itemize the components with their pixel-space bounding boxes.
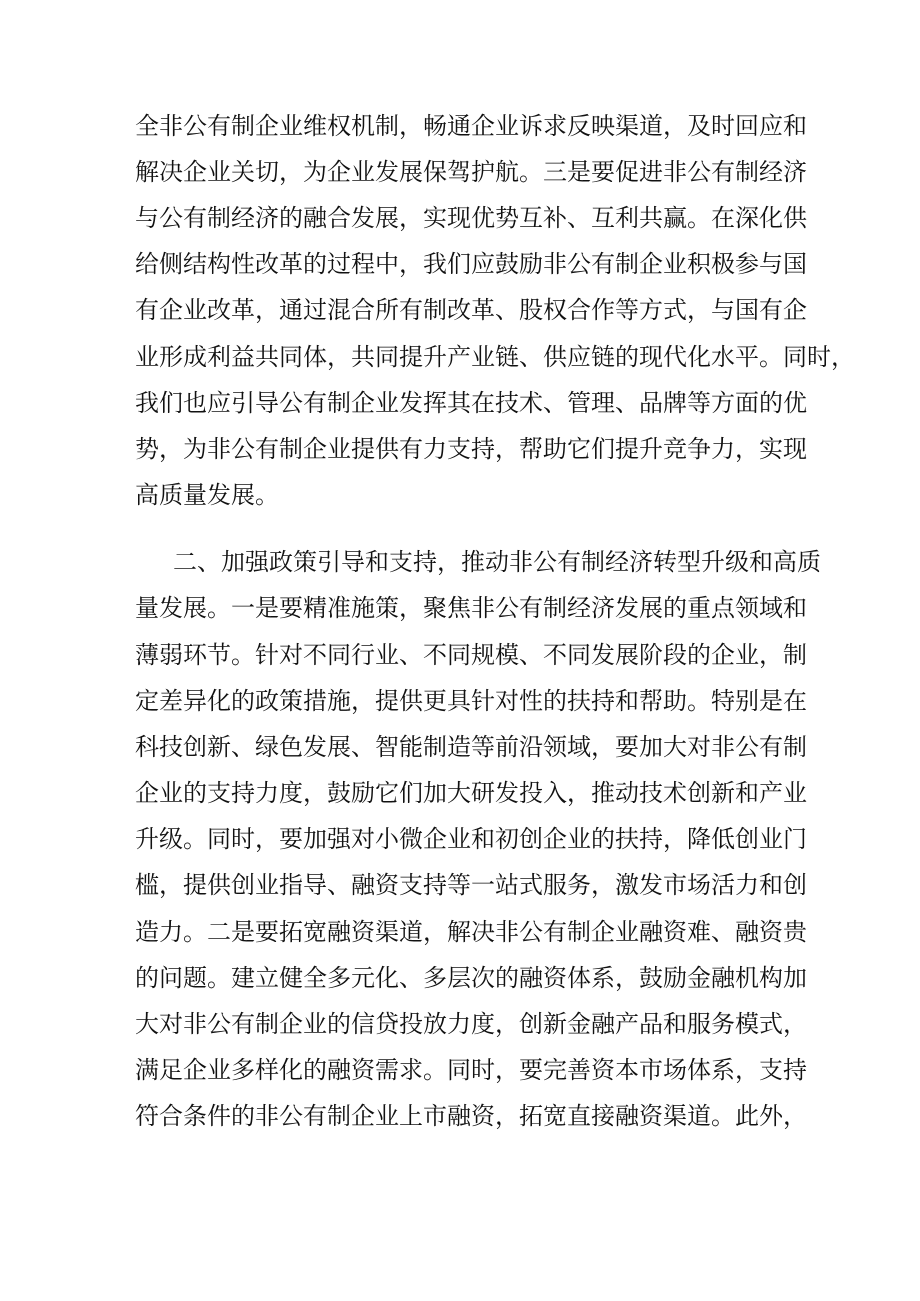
text-line: 全非公有制企业维权机制，畅通企业诉求反映渠道，及时回应和 [135, 112, 807, 140]
text-line: 解决企业关切，为企业发展保驾护航。三是要促进非公有制经济 [135, 158, 807, 186]
text-line: 企业的支持力度，鼓励它们加大研发投入，推动技术创新和产业 [135, 779, 807, 807]
text-line: 业形成利益共同体，共同提升产业链、供应链的现代化水平。同时， [135, 343, 855, 371]
text-line: 势，为非公有制企业提供有力支持，帮助它们提升竞争力，实现 [135, 435, 807, 463]
text-line: 科技创新、绿色发展、智能制造等前沿领域，要加大对非公有制 [135, 733, 807, 761]
text-line: 与公有制经济的融合发展，实现优势互补、互利共赢。在深化供 [135, 204, 807, 232]
text-line: 薄弱环节。针对不同行业、不同规模、不同发展阶段的企业，制 [135, 641, 807, 669]
text-line: 给侧结构性改革的过程中，我们应鼓励非公有制企业积极参与国 [135, 250, 807, 278]
text-line: 的问题。建立健全多元化、多层次的融资体系，鼓励金融机构加 [135, 964, 807, 992]
text-line: 符合条件的非公有制企业上市融资，拓宽直接融资渠道。此外， [135, 1102, 807, 1130]
text-line: 满足企业多样化的融资需求。同时，要完善资本市场体系，支持 [135, 1056, 807, 1084]
text-line: 我们也应引导公有制企业发挥其在技术、管理、品牌等方面的优 [135, 389, 807, 417]
text-line: 二、加强政策引导和支持，推动非公有制经济转型升级和高质 [173, 548, 821, 576]
text-line: 大对非公有制企业的信贷投放力度，创新金融产品和服务模式， [135, 1010, 807, 1038]
text-line: 造力。二是要拓宽融资渠道，解决非公有制企业融资难、融资贵 [135, 918, 807, 946]
text-line: 高质量发展。 [135, 481, 279, 509]
text-line: 量发展。一是要精准施策，聚焦非公有制经济发展的重点领域和 [135, 594, 807, 622]
text-line: 定差异化的政策措施，提供更具针对性的扶持和帮助。特别是在 [135, 687, 807, 715]
text-line: 升级。同时，要加强对小微企业和初创企业的扶持，降低创业门 [135, 825, 807, 853]
text-line: 有企业改革，通过混合所有制改革、股权合作等方式，与国有企 [135, 296, 807, 324]
text-line: 槛，提供创业指导、融资支持等一站式服务，激发市场活力和创 [135, 871, 807, 899]
